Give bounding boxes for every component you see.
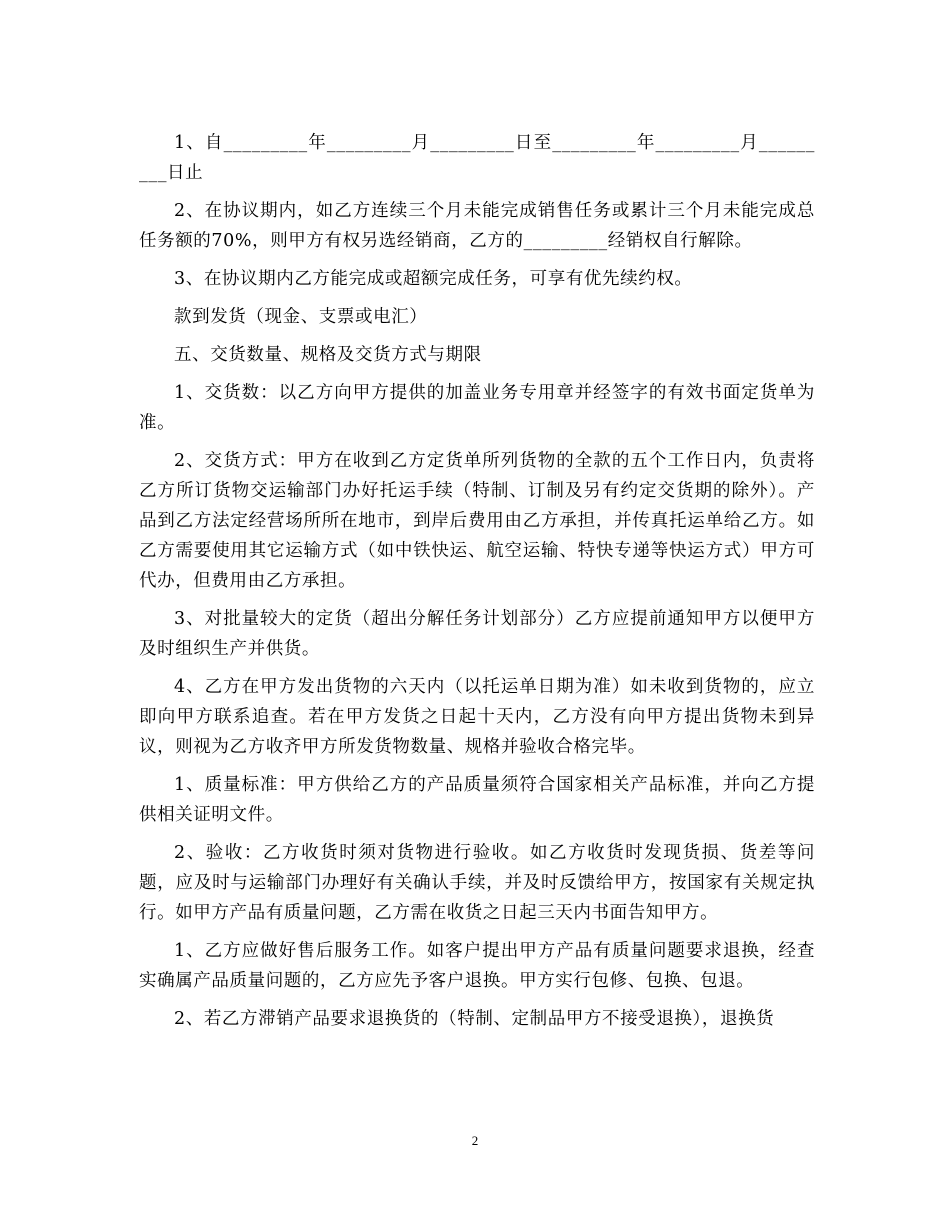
paragraph-receipt-tracking: 4、乙方在甲方发出货物的六天内（以托运单日期为准）如未收到货物的，应立即向甲方联系追查。若在甲方发货之日起十天内，乙方没有向甲方提出货物未到异议，则视为乙方收齐甲方所发货物数量、规格并验收合格完毕。 (139, 677, 815, 757)
paragraph-after-sales: 1、乙方应做好售后服务工作。如客户提出甲方产品有质量问题要求退换，经查实确属产品质量问题的，乙方应先予客户退换。甲方实行包修、包换、包退。 (139, 941, 815, 991)
paragraph-termination-clause: 2、在协议期内，如乙方连续三个月未能完成销售任务或累计三个月未能完成总任务额的70%，则甲方有权另选经销商，乙方的_________经销权自行解除。 (139, 201, 815, 251)
paragraph-returns: 2、若乙方滞销产品要求退换货的（特制、定制品甲方不接受退换），退换货 (174, 1009, 775, 1029)
paragraph-renewal-right: 3、在协议期内乙方能完成或超额完成任务，可享有优先续约权。 (174, 269, 693, 289)
document-body (139, 128, 815, 1034)
paragraph-delivery-method: 2、交货方式：甲方在收到乙方定货单所列货物的全款的五个工作日内，负责将乙方所订货物交运输部门办好托运手续（特制、订制及另有约定交货期的除外）。产品到乙方法定经营场所所在地市，到岸后费用由乙方承担，并传真托运单给乙方。如乙方需要使用其它运输方式（如中铁快运、航空运输、特快专递等快运方式）甲方可代办，但费用由乙方承担。 (139, 451, 815, 591)
paragraph-acceptance: 2、验收：乙方收货时须对货物进行验收。如乙方收货时发现货损、货差等问题，应及时与运输部门办理好有关确认手续，并及时反馈给甲方，按国家有关规定执行。如甲方产品有质量问题，乙方需在收货之日起三天内书面告知甲方。 (139, 843, 815, 923)
paragraph-quality-standard: 1、质量标准：甲方供给乙方的产品质量须符合国家相关产品标准，并向乙方提供相关证明文件。 (139, 775, 815, 825)
paragraph-bulk-orders: 3、对批量较大的定货（超出分解任务计划部分）乙方应提前通知甲方以便甲方及时组织生产并供货。 (139, 609, 815, 659)
paragraph-term-period: 1、自_________年_________月_________日至_________年_________月_________日止 (139, 133, 815, 183)
section-heading-delivery: 五、交货数量、规格及交货方式与期限 (174, 345, 482, 365)
paragraph-delivery-quantity: 1、交货数：以乙方向甲方提供的加盖业务专用章并经签字的有效书面定货单为准。 (139, 383, 815, 433)
paragraph-payment-method: 款到发货（现金、支票或电汇） (174, 307, 428, 327)
page-number: 2 (471, 1133, 479, 1148)
